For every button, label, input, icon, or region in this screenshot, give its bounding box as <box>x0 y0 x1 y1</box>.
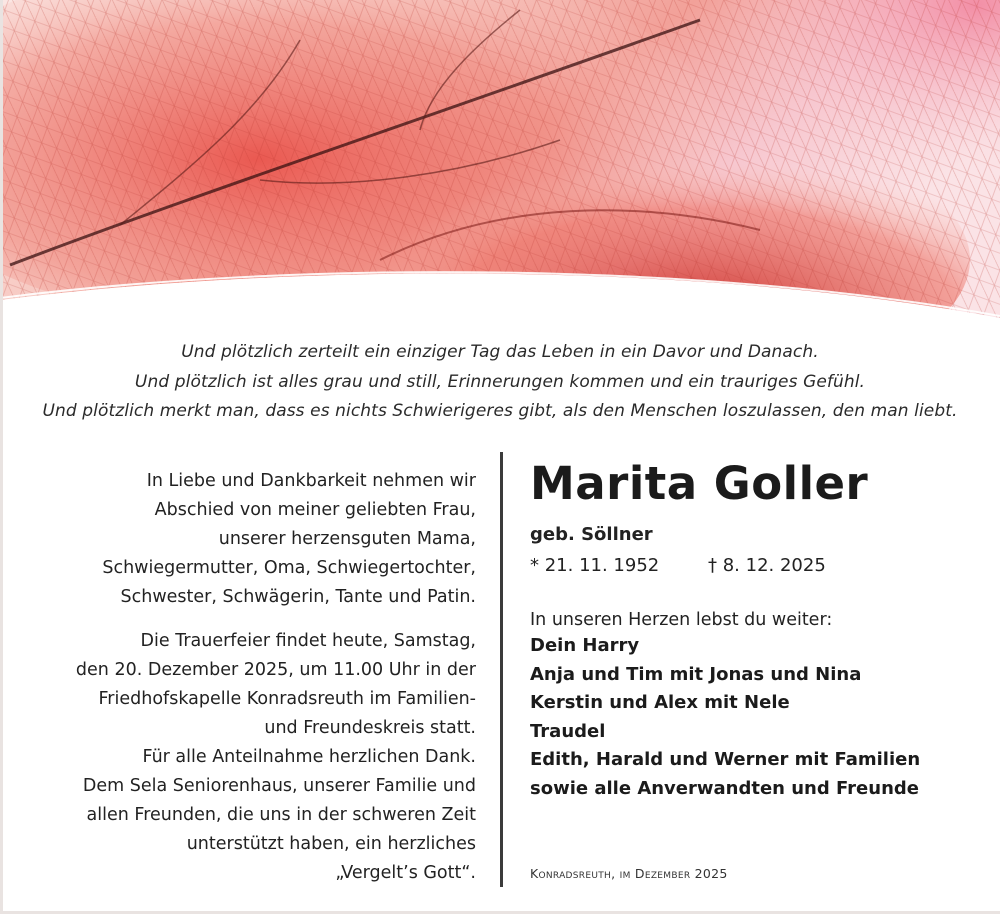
mourner: Dein Harry <box>530 635 640 656</box>
text-line: unserer herzensguten Mama, <box>218 529 476 549</box>
service-text <box>20 627 476 888</box>
leaf-banner-image <box>0 0 1000 330</box>
text-line: unterstützt haben, ein herzliches <box>186 834 476 854</box>
text-line: „Vergelt’s Gott“. <box>335 863 476 883</box>
text-line: und Freundeskreis statt. <box>264 718 476 738</box>
text-line: allen Freunden, die uns in der schweren Zeit <box>86 805 476 825</box>
verse-line: Und plötzlich ist alles grau und still, Erinnerungen kommen und ein trauriges Gefühl. <box>134 371 866 392</box>
birth-name: geb. Söllner <box>530 524 653 545</box>
mourner: sowie alle Anverwandten und Freunde <box>530 777 919 799</box>
text-line: Friedhofskapelle Konradsreuth im Familien- <box>98 689 476 709</box>
verse-line: Und plötzlich zerteilt ein einziger Tag das Leben in ein Davor und Danach. <box>181 342 819 362</box>
farewell-text <box>20 467 476 612</box>
mourner: Kerstin und Alex mit Nele <box>530 692 790 713</box>
right-column <box>530 452 990 803</box>
death-date: † 8. 12. 2025 <box>708 555 826 576</box>
mourner: Anja und Tim mit Jonas und Nina <box>530 663 862 685</box>
place-date: Konradsreuth, im Dezember 2025 <box>530 866 728 881</box>
text-line: Schwiegermutter, Oma, Schwiegertochter, <box>102 558 476 578</box>
mourner: Edith, Harald und Werner mit Familien <box>530 749 921 770</box>
text-line: Abschied von meiner geliebten Frau, <box>154 500 476 520</box>
text-line: Schwester, Schwägerin, Tante und Patin. <box>120 587 476 607</box>
mourners-list <box>530 632 990 803</box>
verse <box>0 338 1000 427</box>
text-line: Die Trauerfeier findet heute, Samstag, <box>140 631 476 651</box>
text-line: Dem Sela Seniorenhaus, unserer Familie und <box>82 776 476 796</box>
left-column <box>20 467 476 888</box>
mourners-intro: In unseren Herzen lebst du weiter: <box>530 610 833 630</box>
text-line: den 20. Dezember 2025, um 11.00 Uhr in der <box>75 660 476 680</box>
mourner: Traudel <box>530 720 606 742</box>
column-divider <box>500 452 503 887</box>
birth-date: * 21. 11. 1952 <box>530 555 660 576</box>
text-line: In Liebe und Dankbarkeit nehmen wir <box>146 471 476 491</box>
verse-line: Und plötzlich merkt man, dass es nichts Schwierigeres gibt, als den Menschen loszulassen, den man liebt. <box>42 401 958 421</box>
life-dates <box>530 555 990 576</box>
deceased-name: Marita Goller <box>530 457 869 510</box>
thanks-text: Für alle Anteilnahme herzlichen Dank. <box>142 747 476 767</box>
